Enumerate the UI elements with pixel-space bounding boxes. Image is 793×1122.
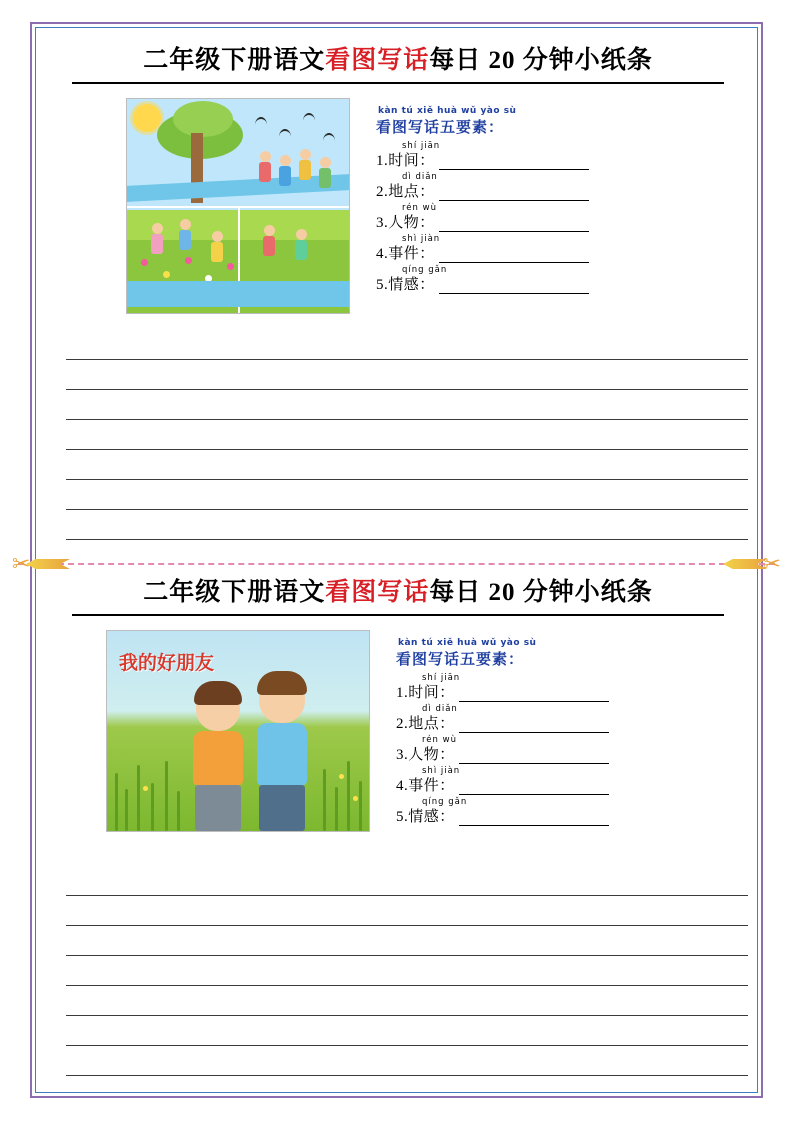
- element-item-time: [396, 673, 609, 702]
- title-part-1: 二年级下册语文: [143, 47, 326, 74]
- five-elements-heading-pinyin: kàn tú xiě huà wǔ yào sù: [378, 106, 517, 116]
- scissors-icon: ✂: [762, 551, 781, 576]
- title-part-1: 二年级下册语文: [143, 579, 326, 606]
- element-item-character: [376, 203, 589, 232]
- child-right: [257, 675, 307, 831]
- five-elements-heading: 看图写话五要素：: [376, 120, 505, 136]
- title-part-2: 每日 20 分钟小纸条: [429, 579, 653, 606]
- element-blank-character[interactable]: [459, 748, 609, 764]
- element-item-emotion: [376, 265, 589, 294]
- element-number-time: 1.: [396, 685, 409, 701]
- title-part-2: 每日 20 分钟小纸条: [429, 47, 653, 74]
- element-item-place: [396, 704, 609, 733]
- element-pinyin-character: rén wù: [422, 735, 457, 745]
- element-pinyin-time: shí jiān: [422, 673, 461, 683]
- five-elements-heading-pinyin: kàn tú xiě huà wǔ yào sù: [398, 638, 537, 648]
- element-blank-time[interactable]: [459, 686, 609, 702]
- element-number-place: 2.: [396, 716, 409, 732]
- element-item-place: [376, 172, 589, 201]
- element-item-emotion: [396, 797, 609, 826]
- element-label-character: 人物：: [408, 747, 455, 763]
- title-part-highlight-2: 看图写话: [325, 579, 430, 606]
- element-blank-event[interactable]: [459, 779, 609, 795]
- element-number-character: 3.: [396, 747, 409, 763]
- worksheet-sheet-2: [48, 572, 748, 1076]
- five-elements-block-1: [376, 98, 589, 296]
- element-pinyin-time: shí jiān: [402, 141, 441, 151]
- writing-lines-2: [48, 866, 748, 1076]
- element-label-emotion: 情感：: [388, 277, 435, 293]
- cut-dashed-line: [18, 563, 775, 565]
- element-item-event: [376, 234, 589, 263]
- element-blank-time[interactable]: [439, 154, 589, 170]
- five-elements-heading: 看图写话五要素：: [396, 652, 525, 668]
- writing-line[interactable]: [66, 1046, 748, 1076]
- element-label-time: 时间：: [408, 685, 455, 701]
- element-pinyin-event: shì jiàn: [422, 766, 461, 776]
- element-pinyin-event: shì jiàn: [402, 234, 441, 244]
- element-blank-emotion[interactable]: [459, 810, 609, 826]
- picture-caption: 我的好朋友: [119, 653, 215, 674]
- element-blank-character[interactable]: [439, 216, 589, 232]
- element-label-time: 时间：: [388, 153, 435, 169]
- writing-lines-1: [48, 330, 748, 540]
- element-pinyin-emotion: qíng gǎn: [402, 265, 448, 275]
- title-underline-2: [72, 614, 724, 616]
- writing-line[interactable]: [66, 510, 748, 540]
- writing-line[interactable]: [66, 956, 748, 986]
- page-title-1: [48, 40, 748, 80]
- title-underline-1: [72, 82, 724, 84]
- spring-outing-four-panel-picture: [126, 98, 350, 314]
- element-number-time: 1.: [376, 153, 389, 169]
- element-number-event: 4.: [376, 246, 389, 262]
- worksheet-sheet-1: [48, 40, 748, 540]
- my-good-friend-picture: [106, 630, 370, 832]
- element-number-character: 3.: [376, 215, 389, 231]
- writing-line[interactable]: [66, 896, 748, 926]
- element-item-event: [396, 766, 609, 795]
- writing-line[interactable]: [66, 360, 748, 390]
- element-blank-place[interactable]: [459, 717, 609, 733]
- writing-line[interactable]: [66, 390, 748, 420]
- writing-line[interactable]: [66, 420, 748, 450]
- element-label-event: 事件：: [408, 778, 455, 794]
- element-number-place: 2.: [376, 184, 389, 200]
- element-pinyin-place: dì diǎn: [422, 704, 458, 714]
- element-blank-emotion[interactable]: [439, 278, 589, 294]
- element-number-emotion: 5.: [376, 277, 389, 293]
- element-item-character: [396, 735, 609, 764]
- sheet-2-body: [48, 630, 748, 832]
- sheet-1-body: [48, 98, 748, 314]
- page-title-2: [48, 572, 748, 612]
- element-blank-place[interactable]: [439, 185, 589, 201]
- writing-line[interactable]: [66, 986, 748, 1016]
- element-label-emotion: 情感：: [408, 809, 455, 825]
- element-blank-event[interactable]: [439, 247, 589, 263]
- element-number-event: 4.: [396, 778, 409, 794]
- child-left: [193, 685, 243, 831]
- writing-line[interactable]: [66, 330, 748, 360]
- element-item-time: [376, 141, 589, 170]
- five-elements-block-2: [396, 630, 609, 828]
- element-pinyin-place: dì diǎn: [402, 172, 438, 182]
- writing-line[interactable]: [66, 866, 748, 896]
- scissors-icon: ✂: [12, 551, 31, 576]
- element-number-emotion: 5.: [396, 809, 409, 825]
- writing-line[interactable]: [66, 450, 748, 480]
- element-label-place: 地点：: [388, 184, 435, 200]
- element-label-character: 人物：: [388, 215, 435, 231]
- title-part-highlight-1: 看图写话: [325, 47, 430, 74]
- element-pinyin-emotion: qíng gǎn: [422, 797, 468, 807]
- sun-icon: [133, 104, 161, 132]
- element-label-event: 事件：: [388, 246, 435, 262]
- element-pinyin-character: rén wù: [402, 203, 437, 213]
- writing-line[interactable]: [66, 480, 748, 510]
- writing-line[interactable]: [66, 926, 748, 956]
- element-label-place: 地点：: [408, 716, 455, 732]
- writing-line[interactable]: [66, 1016, 748, 1046]
